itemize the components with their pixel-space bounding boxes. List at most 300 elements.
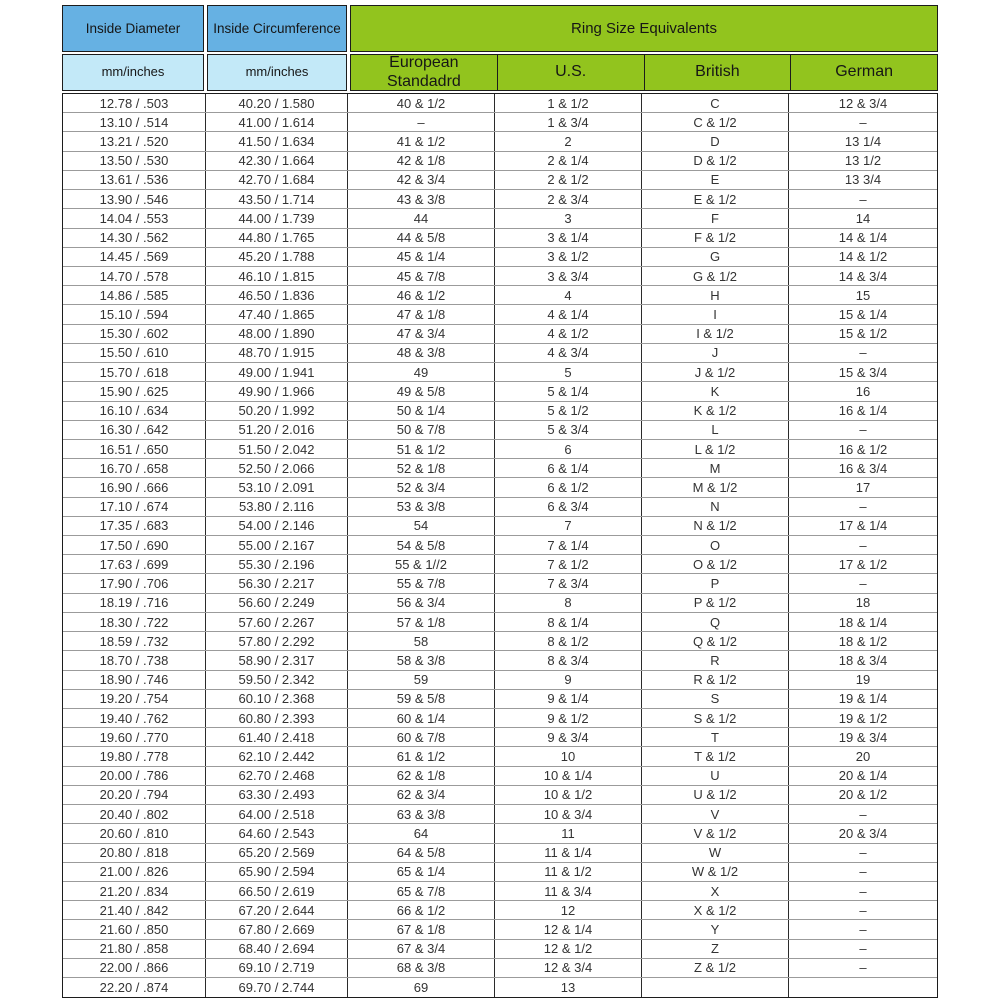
table-cell: – bbox=[859, 806, 867, 822]
table-cell: – bbox=[859, 191, 867, 207]
table-cell: 5 & 1/2 bbox=[495, 402, 642, 420]
table-cell: 60.10 / 2.368 bbox=[206, 690, 348, 708]
table-cell: 16.51 / .650 bbox=[63, 440, 206, 458]
table-cell: 14 bbox=[855, 210, 871, 226]
table-cell: 55 & 1//2 bbox=[348, 555, 495, 573]
table-row bbox=[63, 229, 937, 248]
table-cell: 18.30 / .722 bbox=[63, 613, 206, 631]
table-cell: 58 bbox=[348, 632, 495, 650]
table-row bbox=[63, 152, 937, 171]
table-cell: D bbox=[642, 132, 789, 150]
table-row bbox=[63, 594, 937, 613]
table-row bbox=[63, 651, 937, 670]
table-cell: 13 bbox=[495, 978, 642, 997]
table-row bbox=[63, 671, 937, 690]
table-cell: R bbox=[642, 651, 789, 669]
table-cell: 13.90 / .546 bbox=[63, 190, 206, 208]
table-row bbox=[63, 882, 937, 901]
table-cell: 47 & 3/4 bbox=[348, 325, 495, 343]
table-row bbox=[63, 363, 937, 382]
table-cell: 19 bbox=[855, 672, 871, 688]
table-row bbox=[63, 613, 937, 632]
table-cell: W bbox=[642, 844, 789, 862]
table-cell: 42 & 1/8 bbox=[348, 152, 495, 170]
table-cell: 46.50 / 1.836 bbox=[206, 286, 348, 304]
subheader-circumference-mm-inches: mm/inches bbox=[207, 54, 347, 91]
table-cell: 18.19 / .716 bbox=[63, 594, 206, 612]
table-cell: 64 bbox=[348, 824, 495, 842]
table-cell: 4 & 1/2 bbox=[495, 325, 642, 343]
table-cell: 15.90 / .625 bbox=[63, 382, 206, 400]
table-cell: – bbox=[859, 883, 867, 899]
table-cell: 45 & 7/8 bbox=[348, 267, 495, 285]
table-cell: 40 & 1/2 bbox=[348, 94, 495, 112]
table-cell: 19.80 / .778 bbox=[63, 747, 206, 765]
table-cell: J & 1/2 bbox=[642, 363, 789, 381]
table-cell: 12 & 3/4 bbox=[495, 959, 642, 977]
table-cell: 50 & 7/8 bbox=[348, 421, 495, 439]
table-cell: 63 & 3/8 bbox=[348, 805, 495, 823]
table-cell: U bbox=[642, 767, 789, 785]
table-cell: 60 & 1/4 bbox=[348, 709, 495, 727]
table-row bbox=[63, 190, 937, 209]
table-cell: – bbox=[859, 345, 867, 361]
table-row bbox=[63, 171, 937, 190]
table-cell: 59 & 5/8 bbox=[348, 690, 495, 708]
table-cell: 14 & 1/2 bbox=[838, 249, 888, 265]
table-cell: 57.80 / 2.292 bbox=[206, 632, 348, 650]
table-cell: 44.00 / 1.739 bbox=[206, 209, 348, 227]
table-cell: 40.20 / 1.580 bbox=[206, 94, 348, 112]
table-row bbox=[63, 478, 937, 497]
table-cell: 49 & 5/8 bbox=[348, 382, 495, 400]
table-cell: 6 & 3/4 bbox=[495, 498, 642, 516]
table-cell: O & 1/2 bbox=[642, 555, 789, 573]
table-row bbox=[63, 248, 937, 267]
table-cell: 13.61 / .536 bbox=[63, 171, 206, 189]
subheader-european-standard: European Standadrd bbox=[351, 55, 497, 90]
table-cell: 68.40 / 2.694 bbox=[206, 940, 348, 958]
subheader-german: German bbox=[790, 55, 937, 90]
table-cell: 67 & 1/8 bbox=[348, 920, 495, 938]
table-cell: 53.10 / 2.091 bbox=[206, 478, 348, 496]
table-cell: 20.40 / .802 bbox=[63, 805, 206, 823]
table-row bbox=[63, 305, 937, 324]
table-row bbox=[63, 286, 937, 305]
table-cell: V bbox=[642, 805, 789, 823]
table-cell: 7 & 3/4 bbox=[495, 574, 642, 592]
table-cell: 57.60 / 2.267 bbox=[206, 613, 348, 631]
table-row bbox=[63, 978, 937, 997]
table-cell: 60.80 / 2.393 bbox=[206, 709, 348, 727]
table-cell: 2 bbox=[495, 132, 642, 150]
table-row bbox=[63, 824, 937, 843]
table-row bbox=[63, 325, 937, 344]
table-cell: T bbox=[642, 728, 789, 746]
table-cell: 4 bbox=[495, 286, 642, 304]
table-row bbox=[63, 555, 937, 574]
table-cell: 22.20 / .874 bbox=[63, 978, 206, 997]
table-row bbox=[63, 498, 937, 517]
table-row bbox=[63, 402, 937, 421]
table-cell bbox=[789, 978, 937, 997]
table-cell: D & 1/2 bbox=[642, 152, 789, 170]
table-cell: 18.70 / .738 bbox=[63, 651, 206, 669]
table-cell: 12.78 / .503 bbox=[63, 94, 206, 112]
table-cell: 50.20 / 1.992 bbox=[206, 402, 348, 420]
table-cell: 16.70 / .658 bbox=[63, 459, 206, 477]
table-cell: S bbox=[642, 690, 789, 708]
subheader-british: British bbox=[644, 55, 791, 90]
table-cell: 16.10 / .634 bbox=[63, 402, 206, 420]
table-cell: 17.10 / .674 bbox=[63, 498, 206, 516]
table-cell: 49.90 / 1.966 bbox=[206, 382, 348, 400]
table-cell: 69 bbox=[348, 978, 495, 997]
table-cell: 9 bbox=[495, 671, 642, 689]
table-cell: – bbox=[859, 114, 867, 130]
table-row bbox=[63, 94, 937, 113]
table-cell: 20.80 / .818 bbox=[63, 844, 206, 862]
table-cell: 56.60 / 2.249 bbox=[206, 594, 348, 612]
table-cell: 16 & 1/2 bbox=[838, 441, 888, 457]
table-cell: 1 & 3/4 bbox=[495, 113, 642, 131]
subheader-diameter-mm-inches: mm/inches bbox=[62, 54, 204, 91]
table-cell: 15.50 / .610 bbox=[63, 344, 206, 362]
table-cell: 17 & 1/2 bbox=[838, 556, 888, 572]
table-cell: 19.60 / .770 bbox=[63, 728, 206, 746]
table-cell: 12 & 3/4 bbox=[838, 95, 888, 111]
table-cell: – bbox=[859, 422, 867, 438]
table-cell: 55 & 7/8 bbox=[348, 574, 495, 592]
table-cell: – bbox=[348, 113, 495, 131]
table-cell: L & 1/2 bbox=[642, 440, 789, 458]
table-cell: 11 bbox=[495, 824, 642, 842]
table-cell: 16.90 / .666 bbox=[63, 478, 206, 496]
table-cell: 6 bbox=[495, 440, 642, 458]
table-cell: 42.70 / 1.684 bbox=[206, 171, 348, 189]
table-cell: 15.10 / .594 bbox=[63, 305, 206, 323]
table-cell: 9 & 1/2 bbox=[495, 709, 642, 727]
table-cell: 54.00 / 2.146 bbox=[206, 517, 348, 535]
table-cell: 47 & 1/8 bbox=[348, 305, 495, 323]
table-row bbox=[63, 709, 937, 728]
table-cell: 65 & 7/8 bbox=[348, 882, 495, 900]
table-cell: 61.40 / 2.418 bbox=[206, 728, 348, 746]
table-cell: 20 bbox=[855, 749, 871, 765]
table-cell: 10 & 1/4 bbox=[495, 767, 642, 785]
table-cell: N bbox=[642, 498, 789, 516]
table-cell: U & 1/2 bbox=[642, 786, 789, 804]
table-cell: Z bbox=[642, 940, 789, 958]
table-cell: O bbox=[642, 536, 789, 554]
table-cell: 14.86 / .585 bbox=[63, 286, 206, 304]
ring-size-conversion-table bbox=[62, 5, 938, 998]
table-cell: 66.50 / 2.619 bbox=[206, 882, 348, 900]
table-cell: – bbox=[859, 537, 867, 553]
table-cell: 48.70 / 1.915 bbox=[206, 344, 348, 362]
table-row bbox=[63, 574, 937, 593]
table-cell: 9 & 3/4 bbox=[495, 728, 642, 746]
table-cell: 10 bbox=[495, 747, 642, 765]
table-cell: 65.90 / 2.594 bbox=[206, 863, 348, 881]
table-cell: 21.00 / .826 bbox=[63, 863, 206, 881]
table-cell: 50 & 1/4 bbox=[348, 402, 495, 420]
table-cell: 20 & 1/4 bbox=[838, 768, 888, 784]
table-cell: Z & 1/2 bbox=[642, 959, 789, 977]
table-cell: 14 & 1/4 bbox=[838, 230, 888, 246]
table-cell: 56 & 3/4 bbox=[348, 594, 495, 612]
table-cell: X & 1/2 bbox=[642, 901, 789, 919]
table-cell: 52 & 1/8 bbox=[348, 459, 495, 477]
table-cell: 11 & 1/2 bbox=[495, 863, 642, 881]
table-cell: 51 & 1/2 bbox=[348, 440, 495, 458]
table-cell: 20 & 3/4 bbox=[838, 825, 888, 841]
table-cell: 21.80 / .858 bbox=[63, 940, 206, 958]
table-cell: E bbox=[642, 171, 789, 189]
table-cell: 44 bbox=[348, 209, 495, 227]
table-cell: 18 & 1/2 bbox=[838, 633, 888, 649]
table-cell bbox=[642, 978, 789, 997]
table-cell: 58.90 / 2.317 bbox=[206, 651, 348, 669]
table-row bbox=[63, 267, 937, 286]
table-cell: 17 bbox=[855, 479, 871, 495]
table-row bbox=[63, 536, 937, 555]
subheader-us: U.S. bbox=[497, 55, 644, 90]
table-row bbox=[63, 382, 937, 401]
table-cell: 13.21 / .520 bbox=[63, 132, 206, 150]
table-cell: 10 & 3/4 bbox=[495, 805, 642, 823]
table-cell: – bbox=[859, 902, 867, 918]
table-cell: 18 & 1/4 bbox=[838, 614, 888, 630]
table-cell: 20 & 1/2 bbox=[838, 787, 888, 803]
table-row bbox=[63, 786, 937, 805]
table-cell: 67.20 / 2.644 bbox=[206, 901, 348, 919]
table-cell: 13.10 / .514 bbox=[63, 113, 206, 131]
table-row bbox=[63, 844, 937, 863]
table-cell: J bbox=[642, 344, 789, 362]
table-cell: – bbox=[859, 922, 867, 938]
table-cell: 57 & 1/8 bbox=[348, 613, 495, 631]
table-cell: 19.20 / .754 bbox=[63, 690, 206, 708]
table-cell: M & 1/2 bbox=[642, 478, 789, 496]
table-cell: 15 & 1/4 bbox=[838, 307, 888, 323]
table-cell: 7 & 1/4 bbox=[495, 536, 642, 554]
table-cell: – bbox=[859, 941, 867, 957]
table-cell: 60 & 7/8 bbox=[348, 728, 495, 746]
table-cell: 43.50 / 1.714 bbox=[206, 190, 348, 208]
table-row bbox=[63, 344, 937, 363]
table-cell: 3 & 1/4 bbox=[495, 229, 642, 247]
table-cell: 64.60 / 2.543 bbox=[206, 824, 348, 842]
table-cell: – bbox=[859, 499, 867, 515]
table-cell: 47.40 / 1.865 bbox=[206, 305, 348, 323]
table-cell: 7 bbox=[495, 517, 642, 535]
table-row bbox=[63, 959, 937, 978]
table-cell: 5 bbox=[495, 363, 642, 381]
table-cell: 46.10 / 1.815 bbox=[206, 267, 348, 285]
table-row bbox=[63, 632, 937, 651]
table-cell: K & 1/2 bbox=[642, 402, 789, 420]
table-cell: 17.63 / .699 bbox=[63, 555, 206, 573]
table-row bbox=[63, 728, 937, 747]
table-cell: 14.30 / .562 bbox=[63, 229, 206, 247]
table-body bbox=[62, 93, 938, 998]
table-cell: 11 & 1/4 bbox=[495, 844, 642, 862]
table-cell: 16.30 / .642 bbox=[63, 421, 206, 439]
table-cell: 46 & 1/2 bbox=[348, 286, 495, 304]
table-cell: 66 & 1/2 bbox=[348, 901, 495, 919]
table-cell: 55.00 / 2.167 bbox=[206, 536, 348, 554]
table-cell: 15.70 / .618 bbox=[63, 363, 206, 381]
table-cell: 13 1/4 bbox=[844, 134, 882, 150]
table-cell: 16 & 3/4 bbox=[838, 460, 888, 476]
table-cell: 45.20 / 1.788 bbox=[206, 248, 348, 266]
table-cell: 65.20 / 2.569 bbox=[206, 844, 348, 862]
table-cell: 62.10 / 2.442 bbox=[206, 747, 348, 765]
table-cell: 15.30 / .602 bbox=[63, 325, 206, 343]
table-cell: 8 & 1/2 bbox=[495, 632, 642, 650]
table-cell: 63.30 / 2.493 bbox=[206, 786, 348, 804]
table-cell: Q bbox=[642, 613, 789, 631]
table-cell: 19 & 1/4 bbox=[838, 691, 888, 707]
table-cell: 59.50 / 2.342 bbox=[206, 671, 348, 689]
table-cell: 53 & 3/8 bbox=[348, 498, 495, 516]
table-row bbox=[63, 132, 937, 151]
table-cell: 61 & 1/2 bbox=[348, 747, 495, 765]
table-cell: 59 bbox=[348, 671, 495, 689]
table-cell: 1 & 1/2 bbox=[495, 94, 642, 112]
table-cell: P & 1/2 bbox=[642, 594, 789, 612]
table-cell: 53.80 / 2.116 bbox=[206, 498, 348, 516]
header-ring-size-equivalents: Ring Size Equivalents bbox=[350, 5, 938, 52]
table-cell: 42 & 3/4 bbox=[348, 171, 495, 189]
table-cell: – bbox=[859, 960, 867, 976]
table-cell: 11 & 3/4 bbox=[495, 882, 642, 900]
table-cell: 12 & 1/2 bbox=[495, 940, 642, 958]
table-cell: 21.60 / .850 bbox=[63, 920, 206, 938]
table-cell: 51.20 / 2.016 bbox=[206, 421, 348, 439]
table-cell: 5 & 1/4 bbox=[495, 382, 642, 400]
table-cell: 5 & 3/4 bbox=[495, 421, 642, 439]
table-cell: 19.40 / .762 bbox=[63, 709, 206, 727]
table-cell: 10 & 1/2 bbox=[495, 786, 642, 804]
table-cell: 15 bbox=[855, 287, 871, 303]
table-row bbox=[63, 767, 937, 786]
table-cell: R & 1/2 bbox=[642, 671, 789, 689]
table-cell: 21.20 / .834 bbox=[63, 882, 206, 900]
table-cell: 6 & 1/2 bbox=[495, 478, 642, 496]
table-cell: 19 & 1/2 bbox=[838, 710, 888, 726]
table-cell: 12 & 1/4 bbox=[495, 920, 642, 938]
table-cell: 13 3/4 bbox=[844, 172, 882, 188]
table-cell: 41.00 / 1.614 bbox=[206, 113, 348, 131]
header-inside-circumference: Inside Circumference bbox=[207, 5, 347, 52]
table-cell: I & 1/2 bbox=[642, 325, 789, 343]
table-cell: Y bbox=[642, 920, 789, 938]
table-cell: 9 & 1/4 bbox=[495, 690, 642, 708]
table-cell: G & 1/2 bbox=[642, 267, 789, 285]
table-cell: 62 & 3/4 bbox=[348, 786, 495, 804]
table-cell: 22.00 / .866 bbox=[63, 959, 206, 977]
table-row bbox=[63, 920, 937, 939]
table-cell: S & 1/2 bbox=[642, 709, 789, 727]
table-cell: 20.20 / .794 bbox=[63, 786, 206, 804]
table-cell: 17.90 / .706 bbox=[63, 574, 206, 592]
table-cell: F bbox=[642, 209, 789, 227]
table-cell: F & 1/2 bbox=[642, 229, 789, 247]
table-cell: 3 & 1/2 bbox=[495, 248, 642, 266]
table-cell: 17.50 / .690 bbox=[63, 536, 206, 554]
table-cell: 8 bbox=[495, 594, 642, 612]
table-cell: 8 & 3/4 bbox=[495, 651, 642, 669]
table-row bbox=[63, 459, 937, 478]
table-cell: Q & 1/2 bbox=[642, 632, 789, 650]
table-cell: 55.30 / 2.196 bbox=[206, 555, 348, 573]
table-cell: 6 & 1/4 bbox=[495, 459, 642, 477]
table-cell: 7 & 1/2 bbox=[495, 555, 642, 573]
table-row bbox=[63, 940, 937, 959]
table-cell: 3 bbox=[495, 209, 642, 227]
table-cell: H bbox=[642, 286, 789, 304]
table-cell: 64 & 5/8 bbox=[348, 844, 495, 862]
table-cell: 51.50 / 2.042 bbox=[206, 440, 348, 458]
table-cell: 54 & 5/8 bbox=[348, 536, 495, 554]
table-cell: E & 1/2 bbox=[642, 190, 789, 208]
table-cell: 15 & 3/4 bbox=[838, 364, 888, 380]
table-cell: 20.00 / .786 bbox=[63, 767, 206, 785]
table-cell: 68 & 3/8 bbox=[348, 959, 495, 977]
table-cell: 48 & 3/8 bbox=[348, 344, 495, 362]
table-cell: 14.70 / .578 bbox=[63, 267, 206, 285]
header-inside-diameter: Inside Diameter bbox=[62, 5, 204, 52]
table-cell: I bbox=[642, 305, 789, 323]
subheader-size-systems-group bbox=[350, 54, 938, 91]
table-cell: 4 & 3/4 bbox=[495, 344, 642, 362]
table-cell: T & 1/2 bbox=[642, 747, 789, 765]
table-cell: – bbox=[859, 864, 867, 880]
table-cell: P bbox=[642, 574, 789, 592]
table-cell: 18.59 / .732 bbox=[63, 632, 206, 650]
table-row bbox=[63, 113, 937, 132]
table-cell: 49.00 / 1.941 bbox=[206, 363, 348, 381]
table-cell: 54 bbox=[348, 517, 495, 535]
table-cell: 4 & 1/4 bbox=[495, 305, 642, 323]
table-cell: 14.45 / .569 bbox=[63, 248, 206, 266]
table-cell: G bbox=[642, 248, 789, 266]
header-row-subheaders bbox=[62, 54, 938, 91]
table-cell: C & 1/2 bbox=[642, 113, 789, 131]
table-cell: 19 & 3/4 bbox=[838, 729, 888, 745]
table-row bbox=[63, 517, 937, 536]
table-cell: – bbox=[859, 576, 867, 592]
table-cell: W & 1/2 bbox=[642, 863, 789, 881]
table-cell: 15 & 1/2 bbox=[838, 326, 888, 342]
table-cell: 44.80 / 1.765 bbox=[206, 229, 348, 247]
table-cell: 17 & 1/4 bbox=[838, 518, 888, 534]
table-row bbox=[63, 421, 937, 440]
table-cell: 41 & 1/2 bbox=[348, 132, 495, 150]
table-cell: 2 & 3/4 bbox=[495, 190, 642, 208]
table-cell: 67.80 / 2.669 bbox=[206, 920, 348, 938]
table-cell: 2 & 1/2 bbox=[495, 171, 642, 189]
table-row bbox=[63, 440, 937, 459]
header-row-groups bbox=[62, 5, 938, 52]
table-cell: 52 & 3/4 bbox=[348, 478, 495, 496]
table-cell: L bbox=[642, 421, 789, 439]
table-cell: 45 & 1/4 bbox=[348, 248, 495, 266]
table-cell: 65 & 1/4 bbox=[348, 863, 495, 881]
table-cell: 13.50 / .530 bbox=[63, 152, 206, 170]
